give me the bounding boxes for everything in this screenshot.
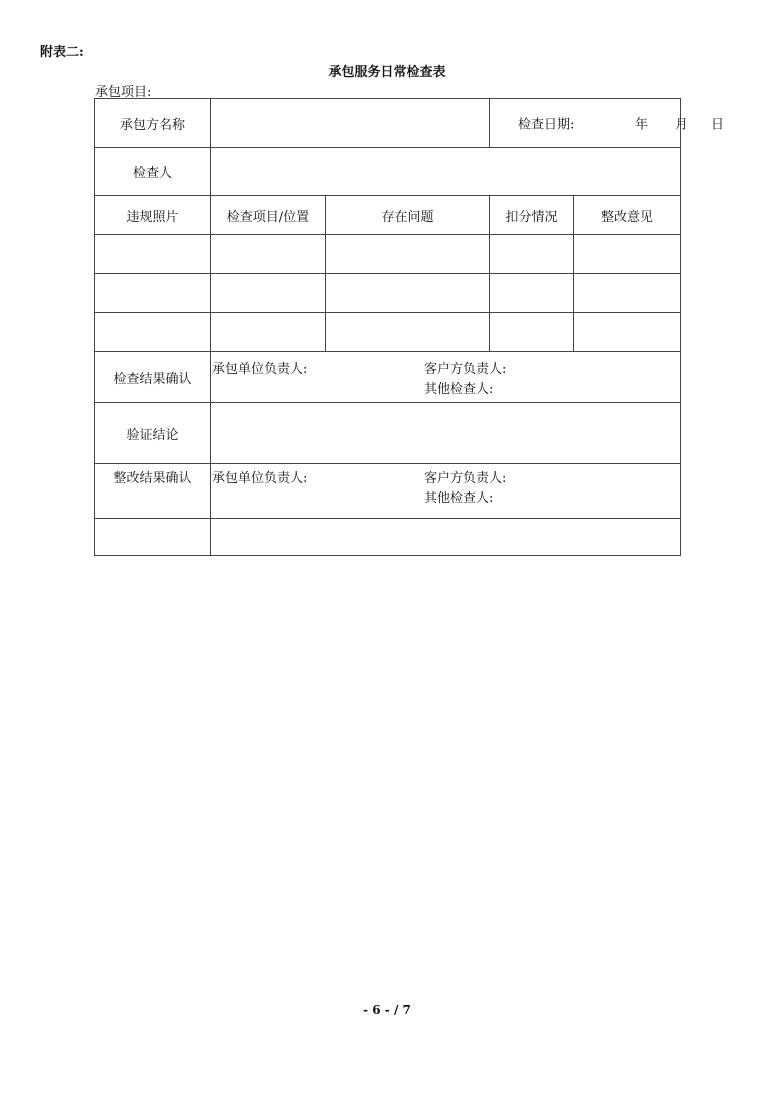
attachment-label: 附表二: [40, 45, 84, 60]
verification-field[interactable] [211, 403, 681, 464]
rectification-confirm-label: 整改结果确认 [95, 464, 211, 519]
table-row [95, 274, 681, 313]
inspector-row [95, 148, 681, 196]
blank-row-label[interactable] [95, 519, 211, 556]
column-header-row [95, 196, 681, 235]
other-inspector-label: 其他检查人: [424, 382, 494, 397]
table-row [95, 313, 681, 352]
rectification-confirm-signatures[interactable] [211, 464, 681, 519]
inspection-date-label: 检查日期: [518, 117, 575, 133]
inspector-field[interactable] [211, 148, 681, 196]
blank-row [95, 519, 681, 556]
inspection-confirm-label: 检查结果确认 [95, 352, 211, 403]
inspection-table [94, 98, 725, 556]
date-month-label: 月 [675, 117, 689, 133]
date-year-label: 年 [635, 117, 649, 133]
client-responsible-label: 客户方负责人: [424, 362, 507, 377]
table-cell[interactable] [211, 235, 326, 274]
inspection-confirm-row [95, 352, 681, 403]
table-cell[interactable] [326, 274, 490, 313]
column-header: 存在问题 [326, 196, 490, 235]
table-cell[interactable] [574, 235, 681, 274]
table-cell[interactable] [574, 274, 681, 313]
inspector-label: 检查人 [95, 148, 211, 196]
column-header: 违规照片 [95, 196, 211, 235]
inspection-confirm-signatures[interactable] [211, 352, 681, 403]
contractor-row [95, 99, 681, 148]
column-header: 扣分情况 [490, 196, 574, 235]
table-cell[interactable] [211, 313, 326, 352]
table-cell[interactable] [326, 313, 490, 352]
verification-label: 验证结论 [95, 403, 211, 464]
table-cell[interactable] [326, 235, 490, 274]
table-cell[interactable] [95, 274, 211, 313]
column-header: 检查项目/位置 [211, 196, 326, 235]
table-cell[interactable] [211, 274, 326, 313]
table-cell[interactable] [574, 313, 681, 352]
page-number: - 6 - / 7 [363, 1003, 411, 1017]
project-label: 承包项目: [95, 85, 152, 100]
form-title: 承包服务日常检查表 [328, 65, 446, 80]
table-cell[interactable] [490, 313, 574, 352]
column-header: 整改意见 [574, 196, 681, 235]
rectification-confirm-row [95, 464, 681, 519]
contractor-name-label: 承包方名称 [95, 99, 211, 148]
contractor-unit-responsible-label: 承包单位负责人: [212, 362, 308, 377]
other-inspector-label: 其他检查人: [424, 491, 494, 506]
verification-row [95, 403, 681, 464]
date-day-label: 日 [711, 117, 725, 133]
table-row [95, 235, 681, 274]
inspection-date-field[interactable] [490, 99, 725, 148]
table-cell[interactable] [490, 235, 574, 274]
table-cell[interactable] [490, 274, 574, 313]
contractor-unit-responsible-label: 承包单位负责人: [212, 471, 308, 486]
table-cell[interactable] [95, 313, 211, 352]
table-cell[interactable] [95, 235, 211, 274]
blank-row-field[interactable] [211, 519, 681, 556]
client-responsible-label: 客户方负责人: [424, 471, 507, 486]
contractor-name-field[interactable] [211, 99, 490, 148]
